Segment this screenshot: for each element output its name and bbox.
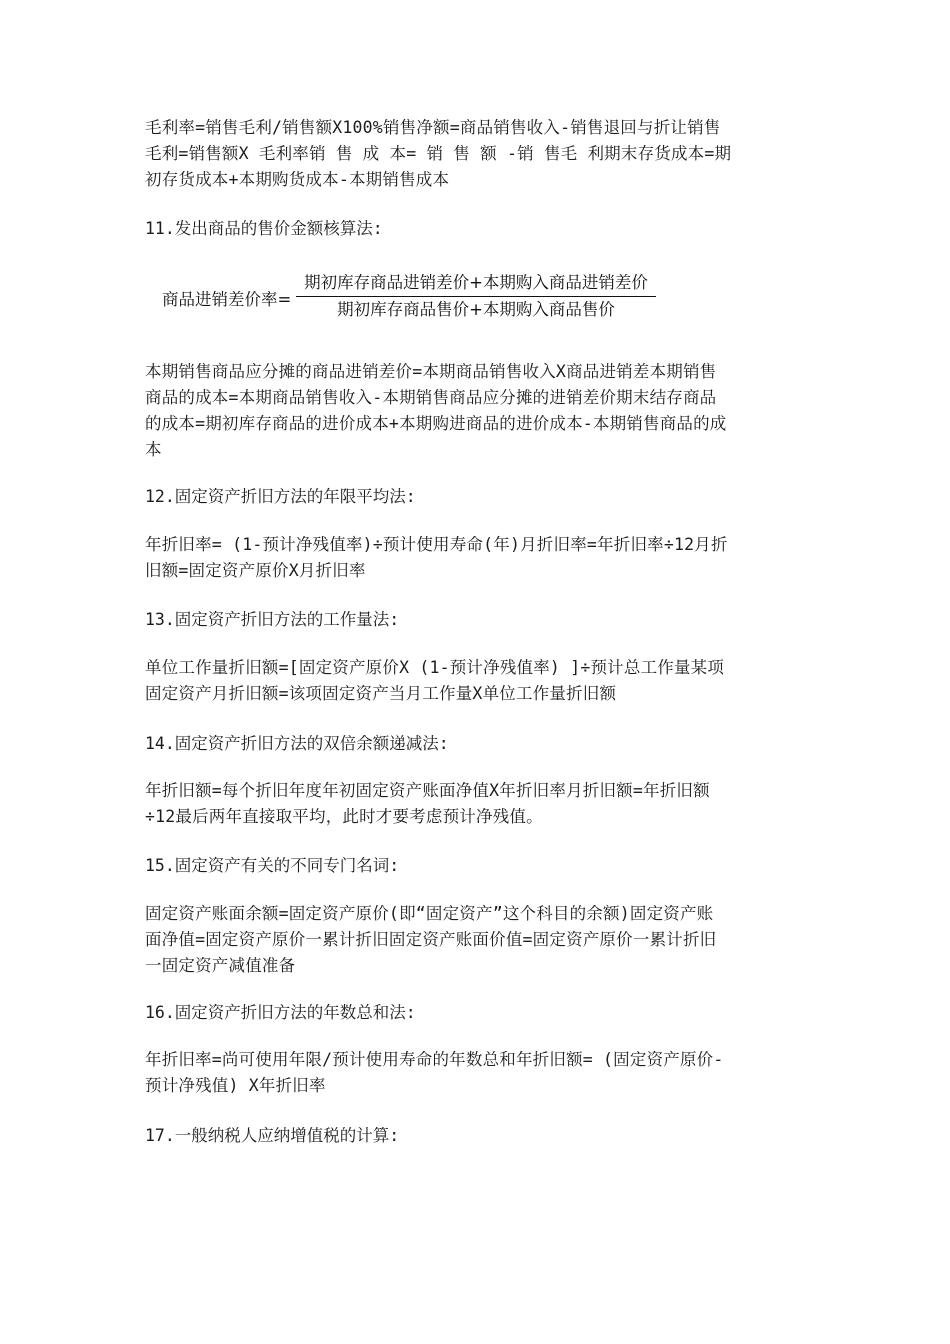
formula-numerator: 期初库存商品进销差价+本期购入商品进销差价 [304, 273, 648, 292]
paragraph-straight-line [145, 532, 810, 584]
section-heading-11: 11.发出商品的售价金额核算法: [145, 219, 383, 238]
paragraph-price-difference [145, 359, 810, 463]
paragraph-double-declining [145, 778, 810, 830]
text-line: 面净值=固定资产原价一累计折旧固定资产账面价值=固定资产原价一累计折旧 [145, 930, 717, 949]
section-heading-14: 14.固定资产折旧方法的双倍余额递减法: [145, 734, 449, 753]
text-line: 毛利=销售额X 毛利率销 售 成 本= 销 售 额 -销 售毛 利期末存货成本=期 [145, 144, 732, 163]
section-heading-15: 15.固定资产有关的不同专门名词: [145, 856, 400, 875]
paragraph-units-of-production [145, 655, 810, 707]
text-line: 年折旧率= (1-预计净残值率)÷预计使用寿命(年)月折旧率=年折旧率÷12月折 [145, 535, 728, 554]
paragraph-terms [145, 901, 810, 979]
text-line: 预计净残值) X年折旧率 [145, 1076, 326, 1095]
section-heading-12: 12.固定资产折旧方法的年限平均法: [145, 487, 416, 506]
text-line: 旧额=固定资产原价X月折旧率 [145, 561, 366, 580]
text-line: 商品的成本=本期商品销售收入-本期销售商品应分摊的进销差价期末结存商品 [145, 388, 717, 407]
text-line: 本期销售商品应分摊的商品进销差价=本期商品销售收入X商品进销差本期销售 [145, 362, 717, 381]
formula-fraction [296, 272, 656, 321]
text-line: 固定资产月折旧额=该项固定资产当月工作量X单位工作量折旧额 [145, 684, 617, 703]
text-line: 本 [145, 440, 162, 459]
section-heading-13: 13.固定资产折旧方法的工作量法: [145, 610, 400, 629]
text-line: 一固定资产减值准备 [145, 956, 296, 975]
paragraph-gross-margin [145, 115, 810, 193]
text-line: 年折旧率=尚可使用年限/预计使用寿命的年数总和年折旧额= (固定资产原价- [145, 1050, 724, 1069]
text-line: 毛利率=销售毛利/销售额X100%销售净额=商品销售收入-销售退回与折让销售 [145, 118, 721, 137]
text-line: 单位工作量折旧额=[固定资产原价X (1-预计净残值率) ]÷预计总工作量某项 [145, 658, 725, 677]
text-line: 的成本=期初库存商品的进价成本+本期购进商品的进价成本-本期销售商品的成 [145, 414, 727, 433]
formula-denominator: 期初库存商品售价+本期购入商品售价 [337, 300, 615, 319]
text-line: 年折旧额=每个折旧年度年初固定资产账面净值X年折旧率月折旧额=年折旧额 [145, 781, 710, 800]
text-line: 初存货成本+本期购货成本-本期销售成本 [145, 170, 450, 189]
paragraph-sum-of-years [145, 1047, 810, 1099]
text-line: 固定资产账面余额=固定资产原价(即“固定资产”这个科目的余额)固定资产账 [145, 904, 714, 923]
section-heading-16: 16.固定资产折旧方法的年数总和法: [145, 1003, 416, 1022]
section-heading-17: 17.一般纳税人应纳增值税的计算: [145, 1126, 400, 1145]
formula-lhs: 商品进销差价率= [162, 290, 292, 309]
fraction-bar [296, 296, 656, 297]
text-line: ÷12最后两年直接取平均，此时才要考虑预计净残值。 [145, 807, 543, 826]
